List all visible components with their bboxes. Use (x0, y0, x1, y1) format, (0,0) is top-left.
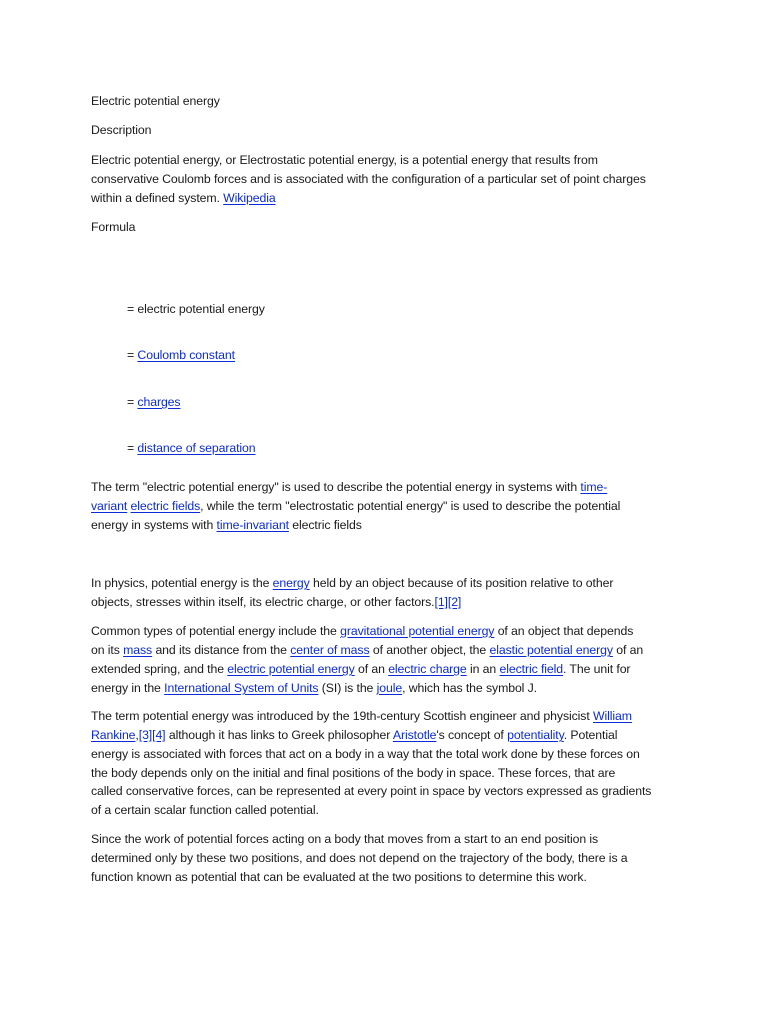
international-system-of-units-link[interactable]: International System of Units (164, 681, 319, 695)
energy-link[interactable]: energy (272, 576, 310, 590)
work-paragraph-line: function known as potential that can be evaluated at the two positions to determine this work. (91, 870, 587, 884)
electric-potential-energy-link[interactable]: electric potential energy (227, 662, 355, 676)
elastic-potential-energy-link[interactable]: elastic potential energy (489, 643, 613, 657)
time-variant-link[interactable]: time- (580, 480, 608, 494)
wikipedia-link[interactable]: Wikipedia (223, 191, 276, 205)
time-variant-link[interactable]: variant (91, 499, 128, 513)
formula-heading: Formula (91, 220, 136, 234)
description-line: Electric potential energy, or Electrostatic potential energy, is a potential energy that results from (91, 153, 598, 167)
formula-term-r: = distance of separation (127, 441, 256, 455)
types-paragraph-line: extended spring, and the electric potential energy of an electric charge in an electric field. The unit for (91, 662, 631, 676)
description-heading: Description (91, 123, 152, 137)
charges-link[interactable]: charges (137, 395, 181, 409)
time-invariant-link[interactable]: time-invariant (216, 518, 289, 532)
aristotle-link[interactable]: Aristotle (392, 728, 437, 742)
physics-paragraph-line: In physics, potential energy is the energy held by an object because of its position relative to other (91, 576, 614, 590)
distance-of-separation-link[interactable]: distance of separation (137, 441, 256, 455)
term-paragraph-line: energy in systems with time-invariant electric fields (91, 518, 362, 532)
formula-term-u: = electric potential energy (127, 302, 265, 316)
history-paragraph-line: The term potential energy was introduced by the 19th-century Scottish engineer and physicist William (91, 709, 632, 723)
types-paragraph-line: energy in the International System of Units (SI) is the joule, which has the symbol J. (91, 681, 537, 695)
history-paragraph-line: Rankine,[3][4] although it has links to Greek philosopher Aristotle's concept of potentiality. Potential (91, 728, 618, 742)
electric-charge-link[interactable]: electric charge (388, 662, 467, 676)
center-of-mass-link[interactable]: center of mass (290, 643, 370, 657)
term-paragraph-line: The term "electric potential energy" is used to describe the potential energy in systems with time- (91, 480, 608, 494)
formula-term-k: = Coulomb constant (127, 348, 235, 362)
work-paragraph-line: Since the work of potential forces acting on a body that moves from a start to an end position is (91, 832, 599, 846)
reference-link[interactable]: [3] (138, 728, 153, 742)
types-paragraph-line: Common types of potential energy include the gravitational potential energy of an object that depends (91, 624, 634, 638)
reference-link[interactable]: [1] (434, 595, 448, 609)
mass-link[interactable]: mass (123, 643, 153, 657)
electric-fields-link[interactable]: electric fields (130, 499, 201, 513)
types-paragraph-line: on its mass and its distance from the center of mass of another object, the elastic potential energy of an (91, 643, 644, 657)
formula-term-q: = charges (127, 395, 181, 409)
term-paragraph-line: variant electric fields, while the term "electrostatic potential energy" is used to describe the potential (91, 499, 621, 513)
william-rankine-link[interactable]: William (593, 709, 632, 723)
physics-paragraph-line: objects, stresses within itself, its electric charge, or other factors.[1][2] (91, 595, 462, 609)
history-paragraph-line: called conservative forces, can be represented at every point in space by vectors expressed as gradients (91, 784, 652, 798)
gravitational-potential-energy-link[interactable]: gravitational potential energy (340, 624, 495, 638)
work-paragraph-line: determined only by these two positions, and does not depend on the trajectory of the body, there is a (91, 851, 628, 865)
coulomb-constant-link[interactable]: Coulomb constant (137, 348, 235, 362)
history-paragraph-line: energy is associated with forces that act on a body in a way that the total work done by these forces on (91, 747, 640, 761)
electric-field-link[interactable]: electric field (499, 662, 564, 676)
reference-link[interactable]: [4] (152, 728, 166, 742)
description-line: conservative Coulomb forces and is associated with the configuration of a particular set of point charges (91, 172, 646, 186)
william-rankine-link[interactable]: Rankine (91, 728, 136, 742)
document-title: Electric potential energy (91, 94, 220, 108)
history-paragraph-line: of a certain scalar function called potential. (91, 803, 319, 817)
joule-link[interactable]: joule (376, 681, 403, 695)
description-line: within a defined system. Wikipedia (91, 191, 276, 205)
potentiality-link[interactable]: potentiality (507, 728, 564, 742)
history-paragraph-line: the body depends only on the initial and final positions of the body in space. These forces, that are (91, 766, 616, 780)
reference-link[interactable]: [2] (447, 595, 462, 609)
